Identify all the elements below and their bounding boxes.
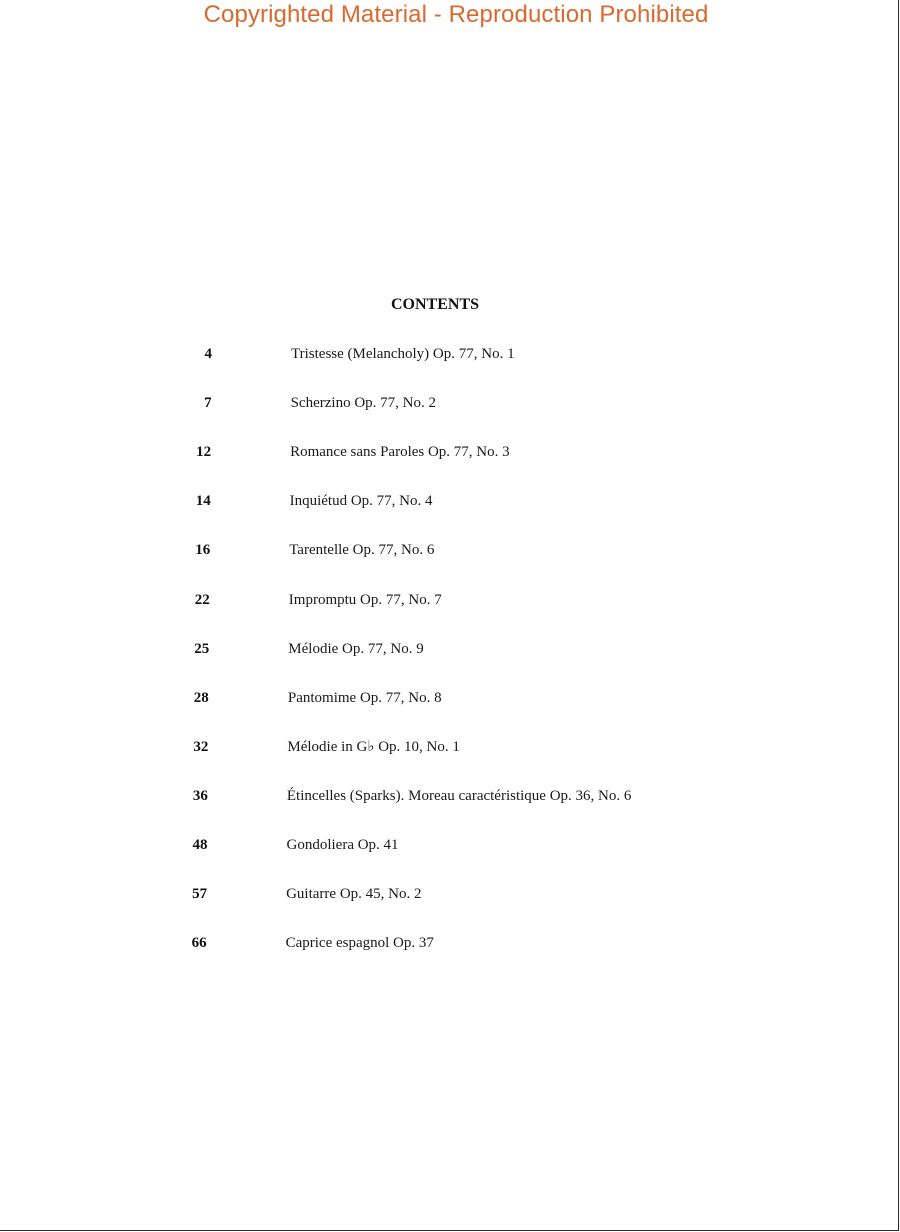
toc-entry: [0, 393, 900, 417]
toc-page-number: 16: [195, 542, 211, 559]
toc-entry: [0, 540, 900, 564]
toc-page-number: 4: [204, 346, 212, 362]
toc-entry: [0, 835, 900, 859]
toc-title: Mélodie Op. 77, No. 9: [288, 640, 424, 657]
toc-entry: [0, 491, 900, 515]
toc-entry: [0, 344, 900, 368]
toc-title: Pantomime Op. 77, No. 8: [287, 689, 442, 706]
toc-title: Romance sans Paroles Op. 77, No. 3: [290, 444, 510, 461]
toc-title: Tarentelle Op. 77, No. 6: [289, 542, 435, 559]
toc-entry: [0, 688, 900, 712]
toc-page-number: 14: [195, 493, 211, 510]
toc-title: Étincelles (Sparks). Moreau caractéristique Op. 36, No. 6: [286, 787, 632, 804]
toc-page-number: 28: [193, 689, 209, 706]
toc-page-number: 12: [196, 444, 212, 461]
toc-entry: [0, 590, 900, 614]
toc-page-number: 25: [194, 640, 210, 657]
copyright-watermark: Copyrighted Material - Reproduction Prohibited: [203, 1, 709, 28]
toc-title: Scherzino Op. 77, No. 2: [290, 395, 436, 412]
toc-title: Caprice espagnol Op. 37: [285, 935, 434, 952]
toc-entry: [0, 737, 900, 761]
contents-heading: CONTENTS: [390, 296, 480, 313]
toc-entry: [0, 639, 900, 663]
toc-page-number: 57: [192, 886, 208, 903]
toc-entry: [0, 884, 900, 908]
toc-title: Mélodie in G♭ Op. 10, No. 1: [287, 738, 460, 755]
toc-page-number: 36: [192, 787, 208, 804]
toc-title: Gondoliera Op. 41: [286, 837, 399, 853]
toc-page-number: 48: [192, 837, 208, 853]
toc-title: Impromptu Op. 77, No. 7: [288, 591, 442, 608]
toc-entry: [0, 442, 900, 466]
toc-entry: [0, 786, 900, 810]
toc-title: Tristesse (Melancholy) Op. 77, No. 1: [291, 346, 515, 362]
toc-entry: [0, 933, 900, 957]
toc-title: Guitarre Op. 45, No. 2: [286, 886, 422, 903]
toc-title: Inquiétud Op. 77, No. 4: [289, 493, 433, 510]
toc-page-number: 7: [204, 395, 212, 412]
toc-page-number: 32: [193, 738, 209, 755]
toc-page-number: 22: [194, 591, 210, 608]
toc-page-number: 66: [191, 935, 207, 952]
